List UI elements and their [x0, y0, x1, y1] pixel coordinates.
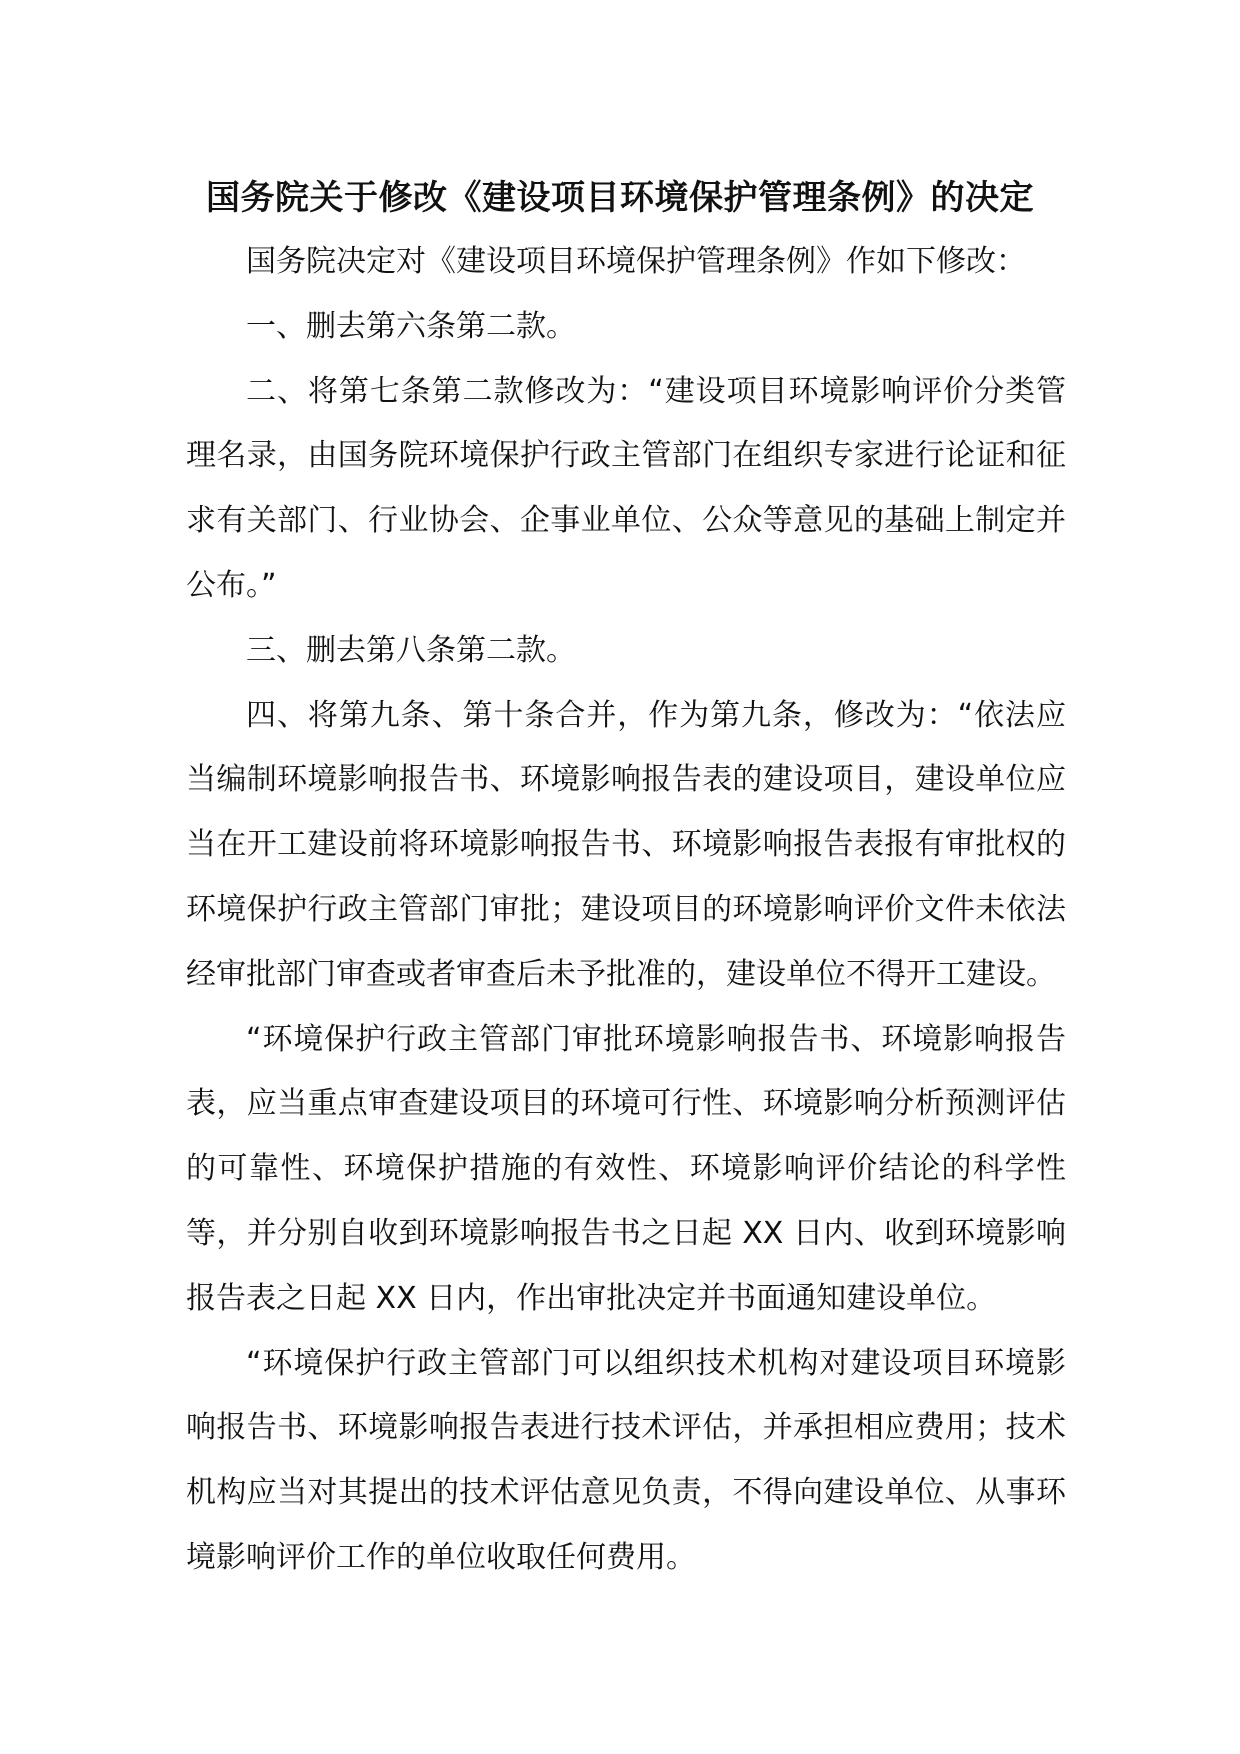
paragraph-item-4: 四、将第九条、第十条合并，作为第九条，修改为：“依法应当编制环境影响报告书、环境影响报告表的建设项目，建设单位应当在开工建设前将环境影响报告书、环境影响报告表报有审批权的环境保护行政主管部门审批；建设项目的环境影响评价文件未依法经审批部门审查或者审查后未予批准的，建设单位不得开工建设。 [186, 697, 1066, 992]
paragraph-item-1: 一、删去第六条第二款。 [246, 308, 576, 344]
paragraph-item-4-assessment: “环境保护行政主管部门可以组织技术机构对建设项目环境影响报告书、环境影响报告表进行技术评估，并承担相应费用；技术机构应当对其提出的技术评估意见负责，不得向建设单位、从事环境影响评价工作的单位收取任何费用。 [186, 1345, 1066, 1575]
document-body [186, 230, 1066, 1591]
paragraph-intro: 国务院决定对《建设项目环境保护管理条例》作如下修改： [246, 244, 1026, 279]
paragraph-item-4-approval: “环境保护行政主管部门审批环境影响报告书、环境影响报告表，应当重点审查建设项目的环境可行性、环境影响分析预测评估的可靠性、环境保护措施的有效性、环境影响评价结论的科学性等，并分别自收到环境影响报告书之日起 XX 日内、收到环境影响报告表之日起 XX 日内，作出审批决定并书面通知建设单位。 [186, 1021, 1066, 1316]
document-title: 国务院关于修改《建设项目环境保护管理条例》的决定 [206, 178, 1034, 218]
paragraph-item-2: 二、将第七条第二款修改为：“建设项目环境影响评价分类管理名录，由国务院环境保护行政主管部门在组织专家进行论证和征求有关部门、行业协会、企事业单位、公众等意见的基础上制定并公布。” [186, 373, 1066, 603]
paragraph-item-3: 三、删去第八条第二款。 [246, 632, 576, 668]
